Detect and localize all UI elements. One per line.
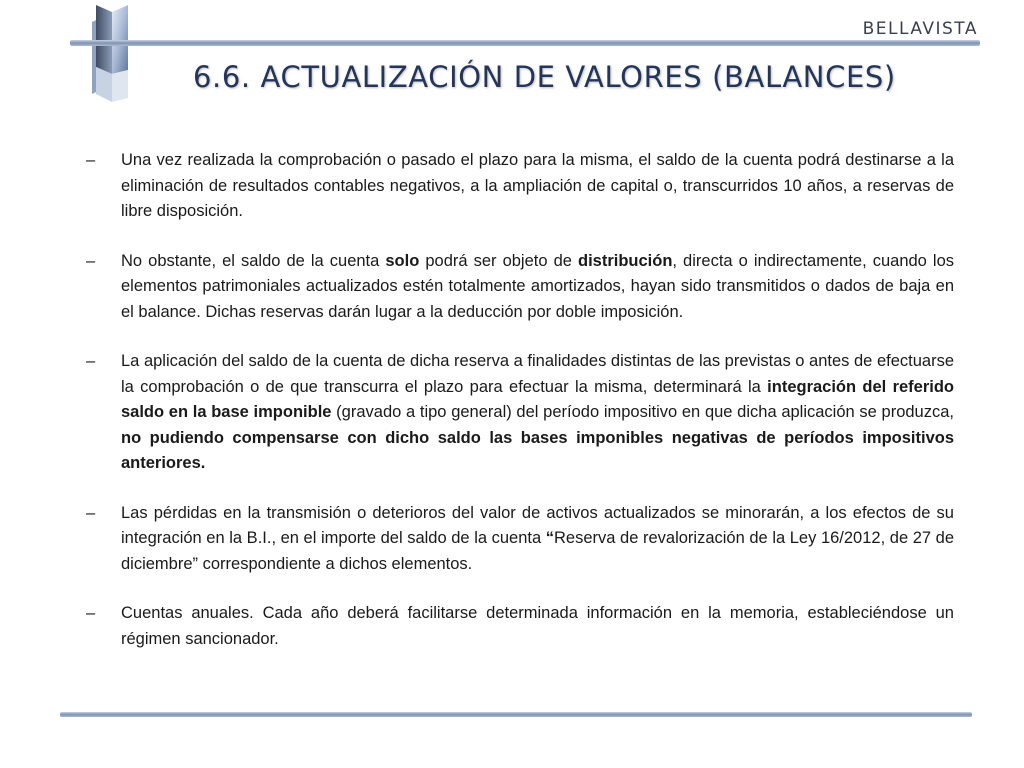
bullet-dash: –: [86, 151, 96, 169]
page-title: 6.6. ACTUALIZACIÓN DE VALORES (BALANCES): [193, 60, 896, 94]
item-text-bold: solo: [385, 251, 420, 270]
bullet-dash: –: [86, 604, 96, 622]
list-item: [86, 501, 954, 578]
item-text-bold: no pudiendo compensarse con dicho saldo las bases imponibles negativas de períodos impositivos anteriores.: [121, 428, 954, 472]
item-text: No obstante, el saldo de la cuenta: [121, 251, 386, 270]
item-text: Las pérdidas en la transmisión o deterioros del valor de activos actualizados se minorarán, a los efectos de su integración en la B.I., en el importe del saldo de la cuenta: [121, 503, 954, 547]
item-text: Reserva de revalorización de la Ley 16/2012, de 27 de diciembre” correspondiente a dichos elementos.: [121, 529, 955, 573]
header-divider: [70, 40, 980, 46]
item-text: Cuentas anuales. Cada año deberá facilitarse determinada información en la memoria, estableciéndose un régimen sancionador.: [121, 604, 954, 648]
item-text-bold: integración del referido saldo en la base imponible: [121, 377, 954, 421]
item-text-bold: distribución: [578, 251, 673, 270]
bullet-dash: –: [86, 251, 96, 270]
item-text: La aplicación del saldo de la cuenta de dicha reserva a finalidades distintas de las previstas o antes de efectuarse la comprobación o de que transcurra el plazo para efectuar la misma, determinará la: [121, 352, 954, 396]
item-text: podrá ser objeto de: [419, 251, 578, 270]
brand-name: BELLAVISTA: [862, 19, 978, 39]
footer-divider: [60, 712, 972, 717]
bullet-dash: –: [86, 352, 96, 370]
item-text-bold: “: [545, 529, 555, 547]
list-item: [86, 349, 954, 477]
bellavista-logo-icon: [82, 2, 138, 104]
bullet-dash: –: [86, 503, 96, 522]
bullet-list: [86, 148, 954, 676]
item-text: (gravado a tipo general) del período impositivo en que dicha aplicación se produzca,: [331, 403, 954, 421]
list-item: [86, 148, 954, 225]
item-text: Una vez realizada la comprobación o pasado el plazo para la misma, el saldo de la cuenta podrá destinarse a la eliminación de resultados contables negativos, a la ampliación de capital o, transcurridos 10 años, a reservas de libre disposición.: [121, 151, 954, 220]
list-item: [86, 249, 954, 326]
list-item: [86, 601, 954, 652]
item-text: , directa o indirectamente, cuando los elementos patrimoniales actualizados estén totalmente amortizados, hayan sido transmitidos o dados de baja en el balance. Dichas reservas darán lugar a la deducción por doble imposición.: [121, 251, 955, 321]
